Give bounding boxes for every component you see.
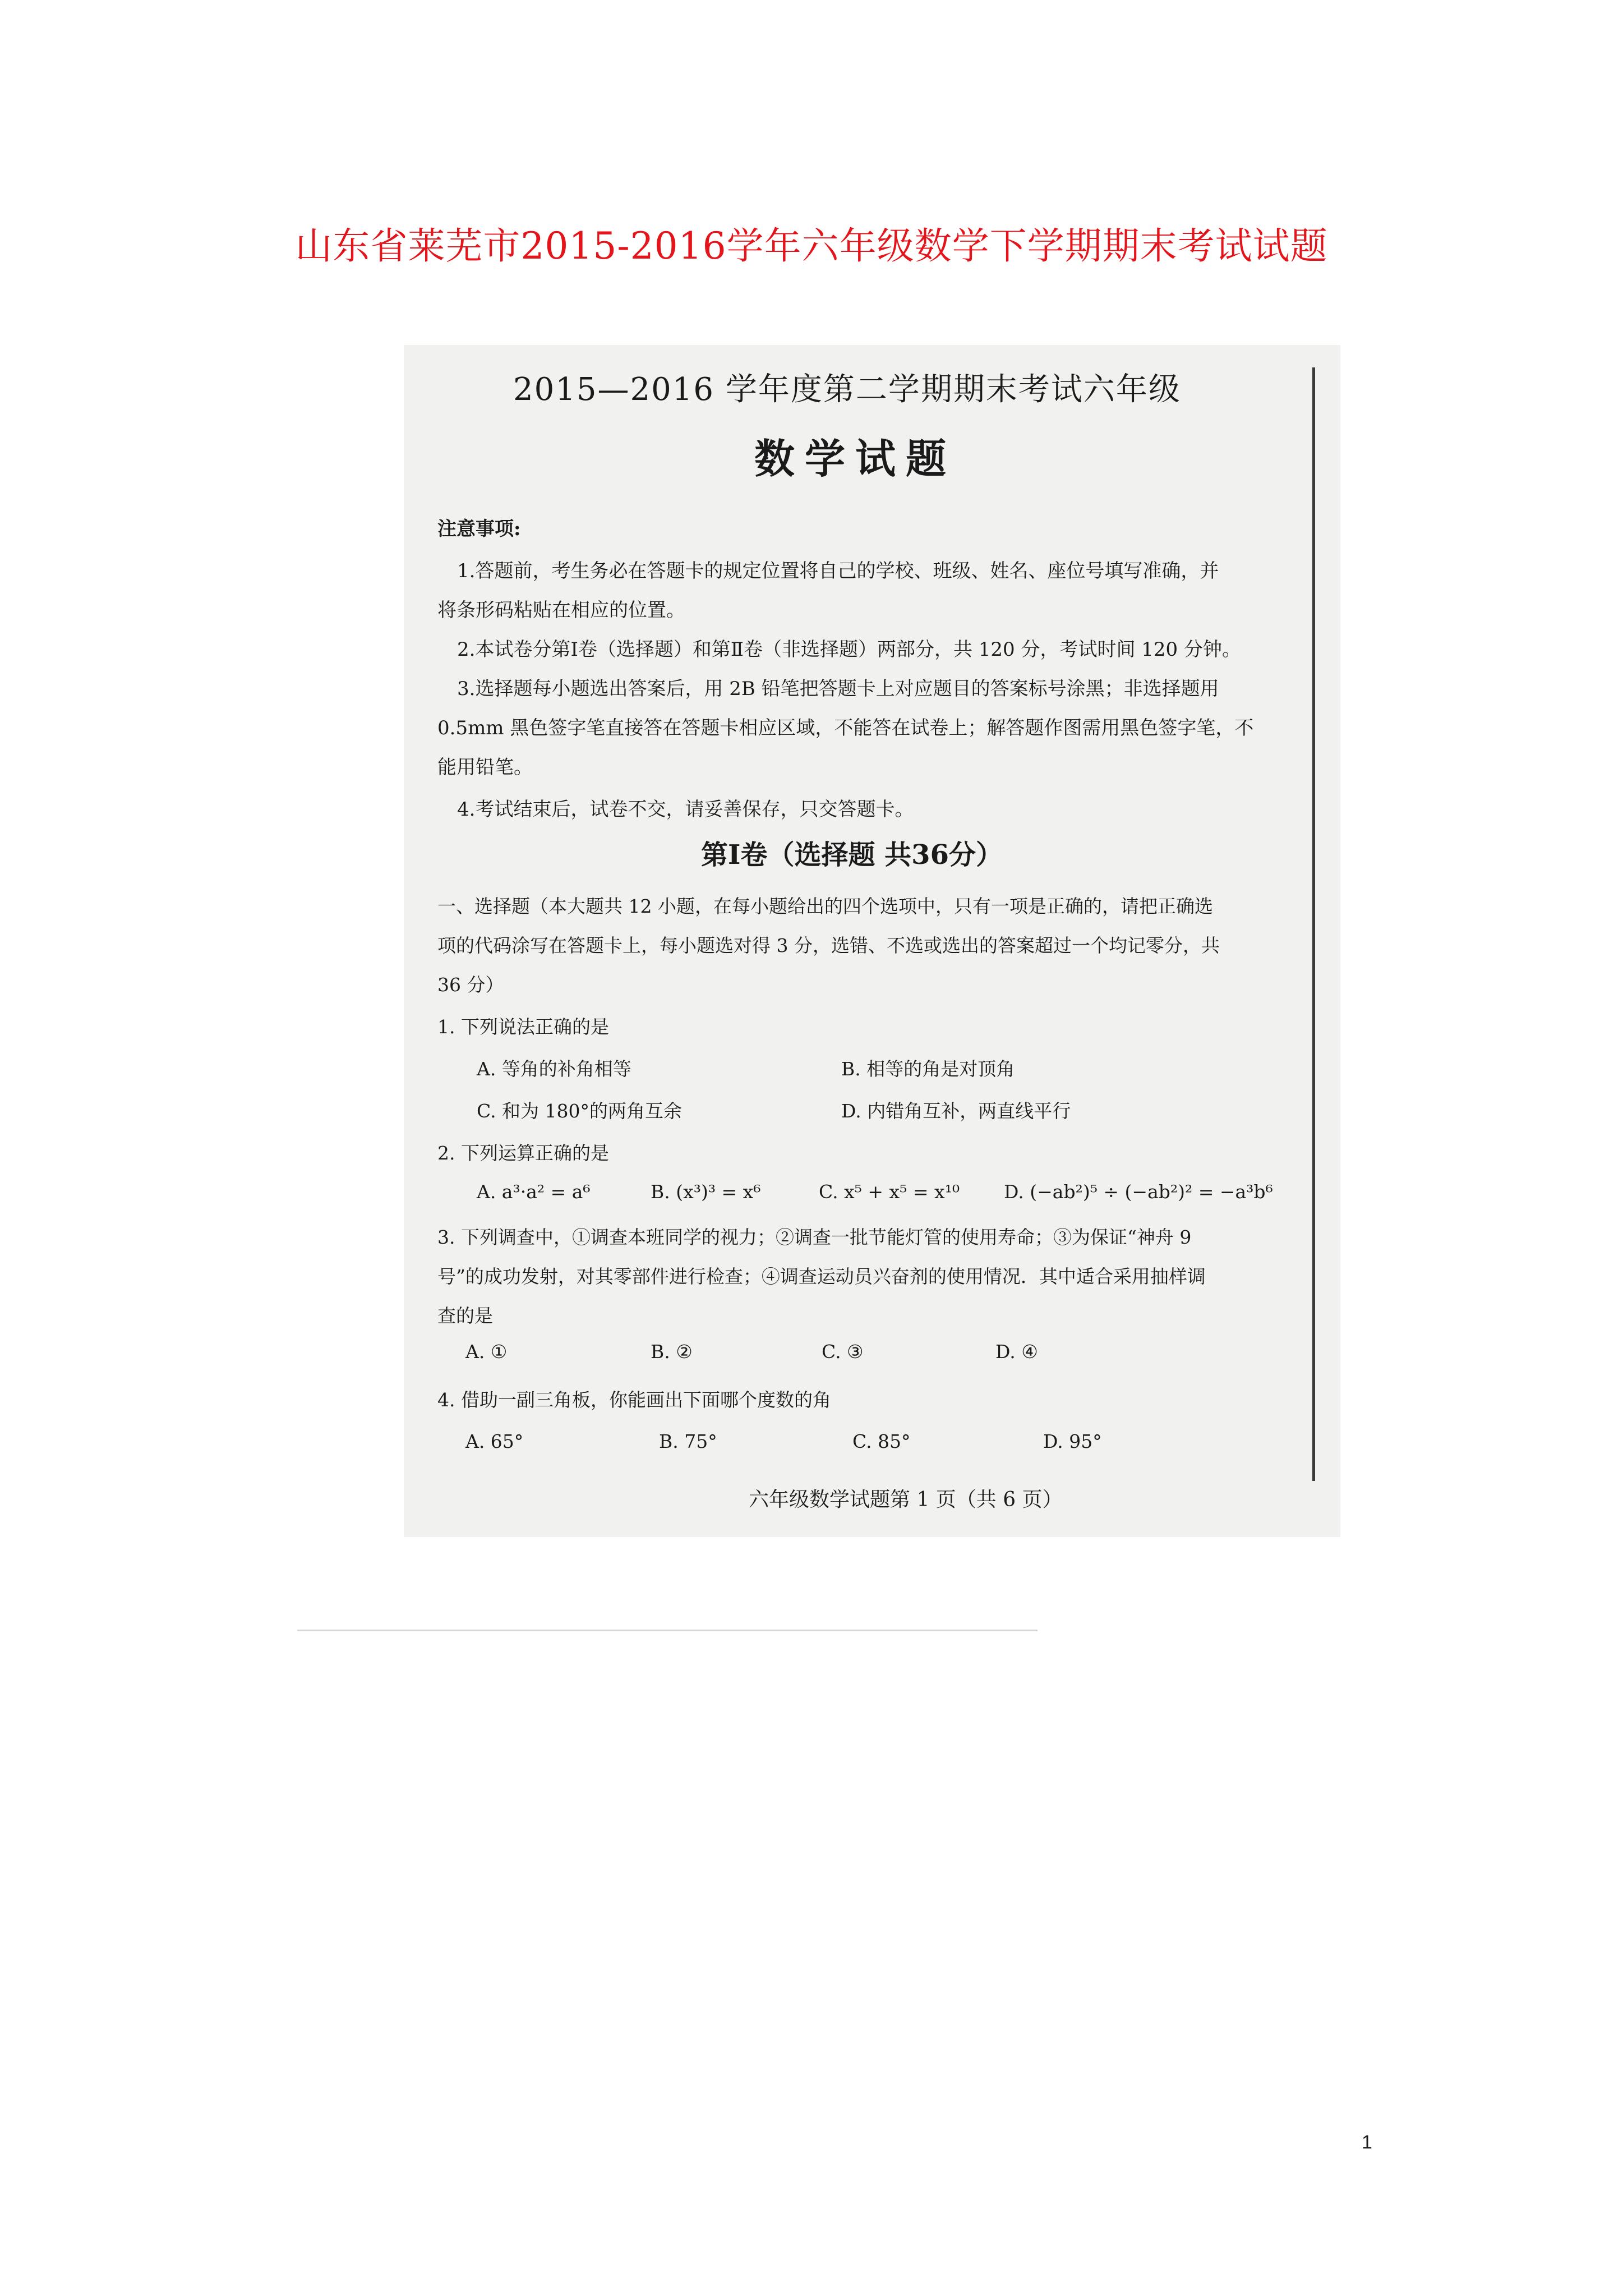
question-3-stem-line: 查的是 bbox=[437, 1305, 493, 1327]
note-line: 能用铅笔。 bbox=[437, 756, 533, 779]
note-line: 4.考试结束后，试卷不交，请妥善保存，只交答题卡。 bbox=[457, 798, 914, 821]
question-1-option-c: C. 和为 180°的两角互余 bbox=[477, 1100, 683, 1122]
question-1-option-a: A. 等角的补角相等 bbox=[477, 1058, 631, 1080]
exam-page-footer: 六年级数学试题第 1 页（共 6 页） bbox=[749, 1488, 1063, 1511]
exam-heading: 2015—2016 学年度第二学期期末考试六年级 bbox=[513, 371, 1181, 408]
question-1-option-b: B. 相等的角是对顶角 bbox=[841, 1058, 1015, 1080]
note-line: 3.选择题每小题选出答案后，用 2B 铅笔把答题卡上对应题目的答案标号涂黑；非选择题用 bbox=[457, 678, 1219, 700]
page-number: 1 bbox=[1362, 2132, 1372, 2153]
instruction-line: 项的代码涂写在答题卡上，每小题选对得 3 分，选错、不选或选出的答案超过一个均记零分，共 bbox=[437, 935, 1220, 956]
question-4-option-d: D. 95° bbox=[1043, 1430, 1102, 1452]
question-4-stem: 4. 借助一副三角板，你能画出下面哪个度数的角 bbox=[437, 1389, 831, 1411]
exam-subject: 数学试题 bbox=[754, 435, 957, 482]
instruction-line: 36 分） bbox=[437, 974, 504, 996]
question-3-stem-line: 号”的成功发射，对其零部件进行检查；④调查运动员兴奋剂的使用情况．其中适合采用抽样调 bbox=[437, 1266, 1206, 1287]
instruction-line: 一、选择题（本大题共 12 小题，在每小题给出的四个选项中，只有一项是正确的，请把正确选 bbox=[437, 895, 1213, 917]
note-line: 2.本试卷分第Ⅰ卷（选择题）和第Ⅱ卷（非选择题）两部分，共 120 分，考试时间 120 分钟。 bbox=[457, 638, 1241, 661]
question-2-option-d: D. (−ab²)⁵ ÷ (−ab²)² = −a³b⁶ bbox=[1004, 1181, 1273, 1203]
question-2-option-b: B. (x³)³ = x⁶ bbox=[651, 1181, 761, 1203]
section-title: 第Ⅰ卷（选择题 共36分） bbox=[701, 839, 1003, 871]
note-line: 0.5mm 黑色签字笔直接答在答题卡相应区域，不能答在试卷上；解答题作图需用黑色签字笔，不 bbox=[437, 717, 1254, 739]
notes-heading: 注意事项: bbox=[437, 518, 521, 540]
question-1-option-d: D. 内错角互补，两直线平行 bbox=[841, 1100, 1071, 1122]
question-4-option-c: C. 85° bbox=[852, 1430, 911, 1452]
question-3-stem-line: 3. 下列调查中，①调查本班同学的视力；②调查一批节能灯管的使用寿命；③为保证“神舟 9 bbox=[437, 1226, 1192, 1248]
question-2-option-a: A. a³·a² = a⁶ bbox=[477, 1181, 591, 1203]
note-line: 1.答题前，考生务必在答题卡的规定位置将自己的学校、班级、姓名、座位号填写准确，并 bbox=[457, 560, 1219, 582]
scanned-exam-page bbox=[404, 345, 1340, 1537]
question-3-option-c: C. ③ bbox=[822, 1341, 864, 1363]
question-2-option-c: C. x⁵ + x⁵ = x¹⁰ bbox=[819, 1181, 960, 1203]
scan-margin-line bbox=[1312, 367, 1315, 1481]
question-2-stem: 2. 下列运算正确的是 bbox=[437, 1142, 609, 1164]
question-4-option-a: A. 65° bbox=[465, 1430, 524, 1452]
question-1-stem: 1. 下列说法正确的是 bbox=[437, 1016, 609, 1038]
question-3-option-d: D. ④ bbox=[995, 1341, 1038, 1363]
question-3-option-a: A. ① bbox=[465, 1341, 508, 1363]
note-line: 将条形码粘贴在相应的位置。 bbox=[437, 599, 685, 622]
scan-artifact-line bbox=[297, 1630, 1038, 1631]
document-title: 山东省莱芜市2015-2016学年六年级数学下学期期末考试试题 bbox=[295, 224, 1328, 268]
question-4-option-b: B. 75° bbox=[659, 1430, 717, 1452]
question-3-option-b: B. ② bbox=[651, 1341, 693, 1363]
